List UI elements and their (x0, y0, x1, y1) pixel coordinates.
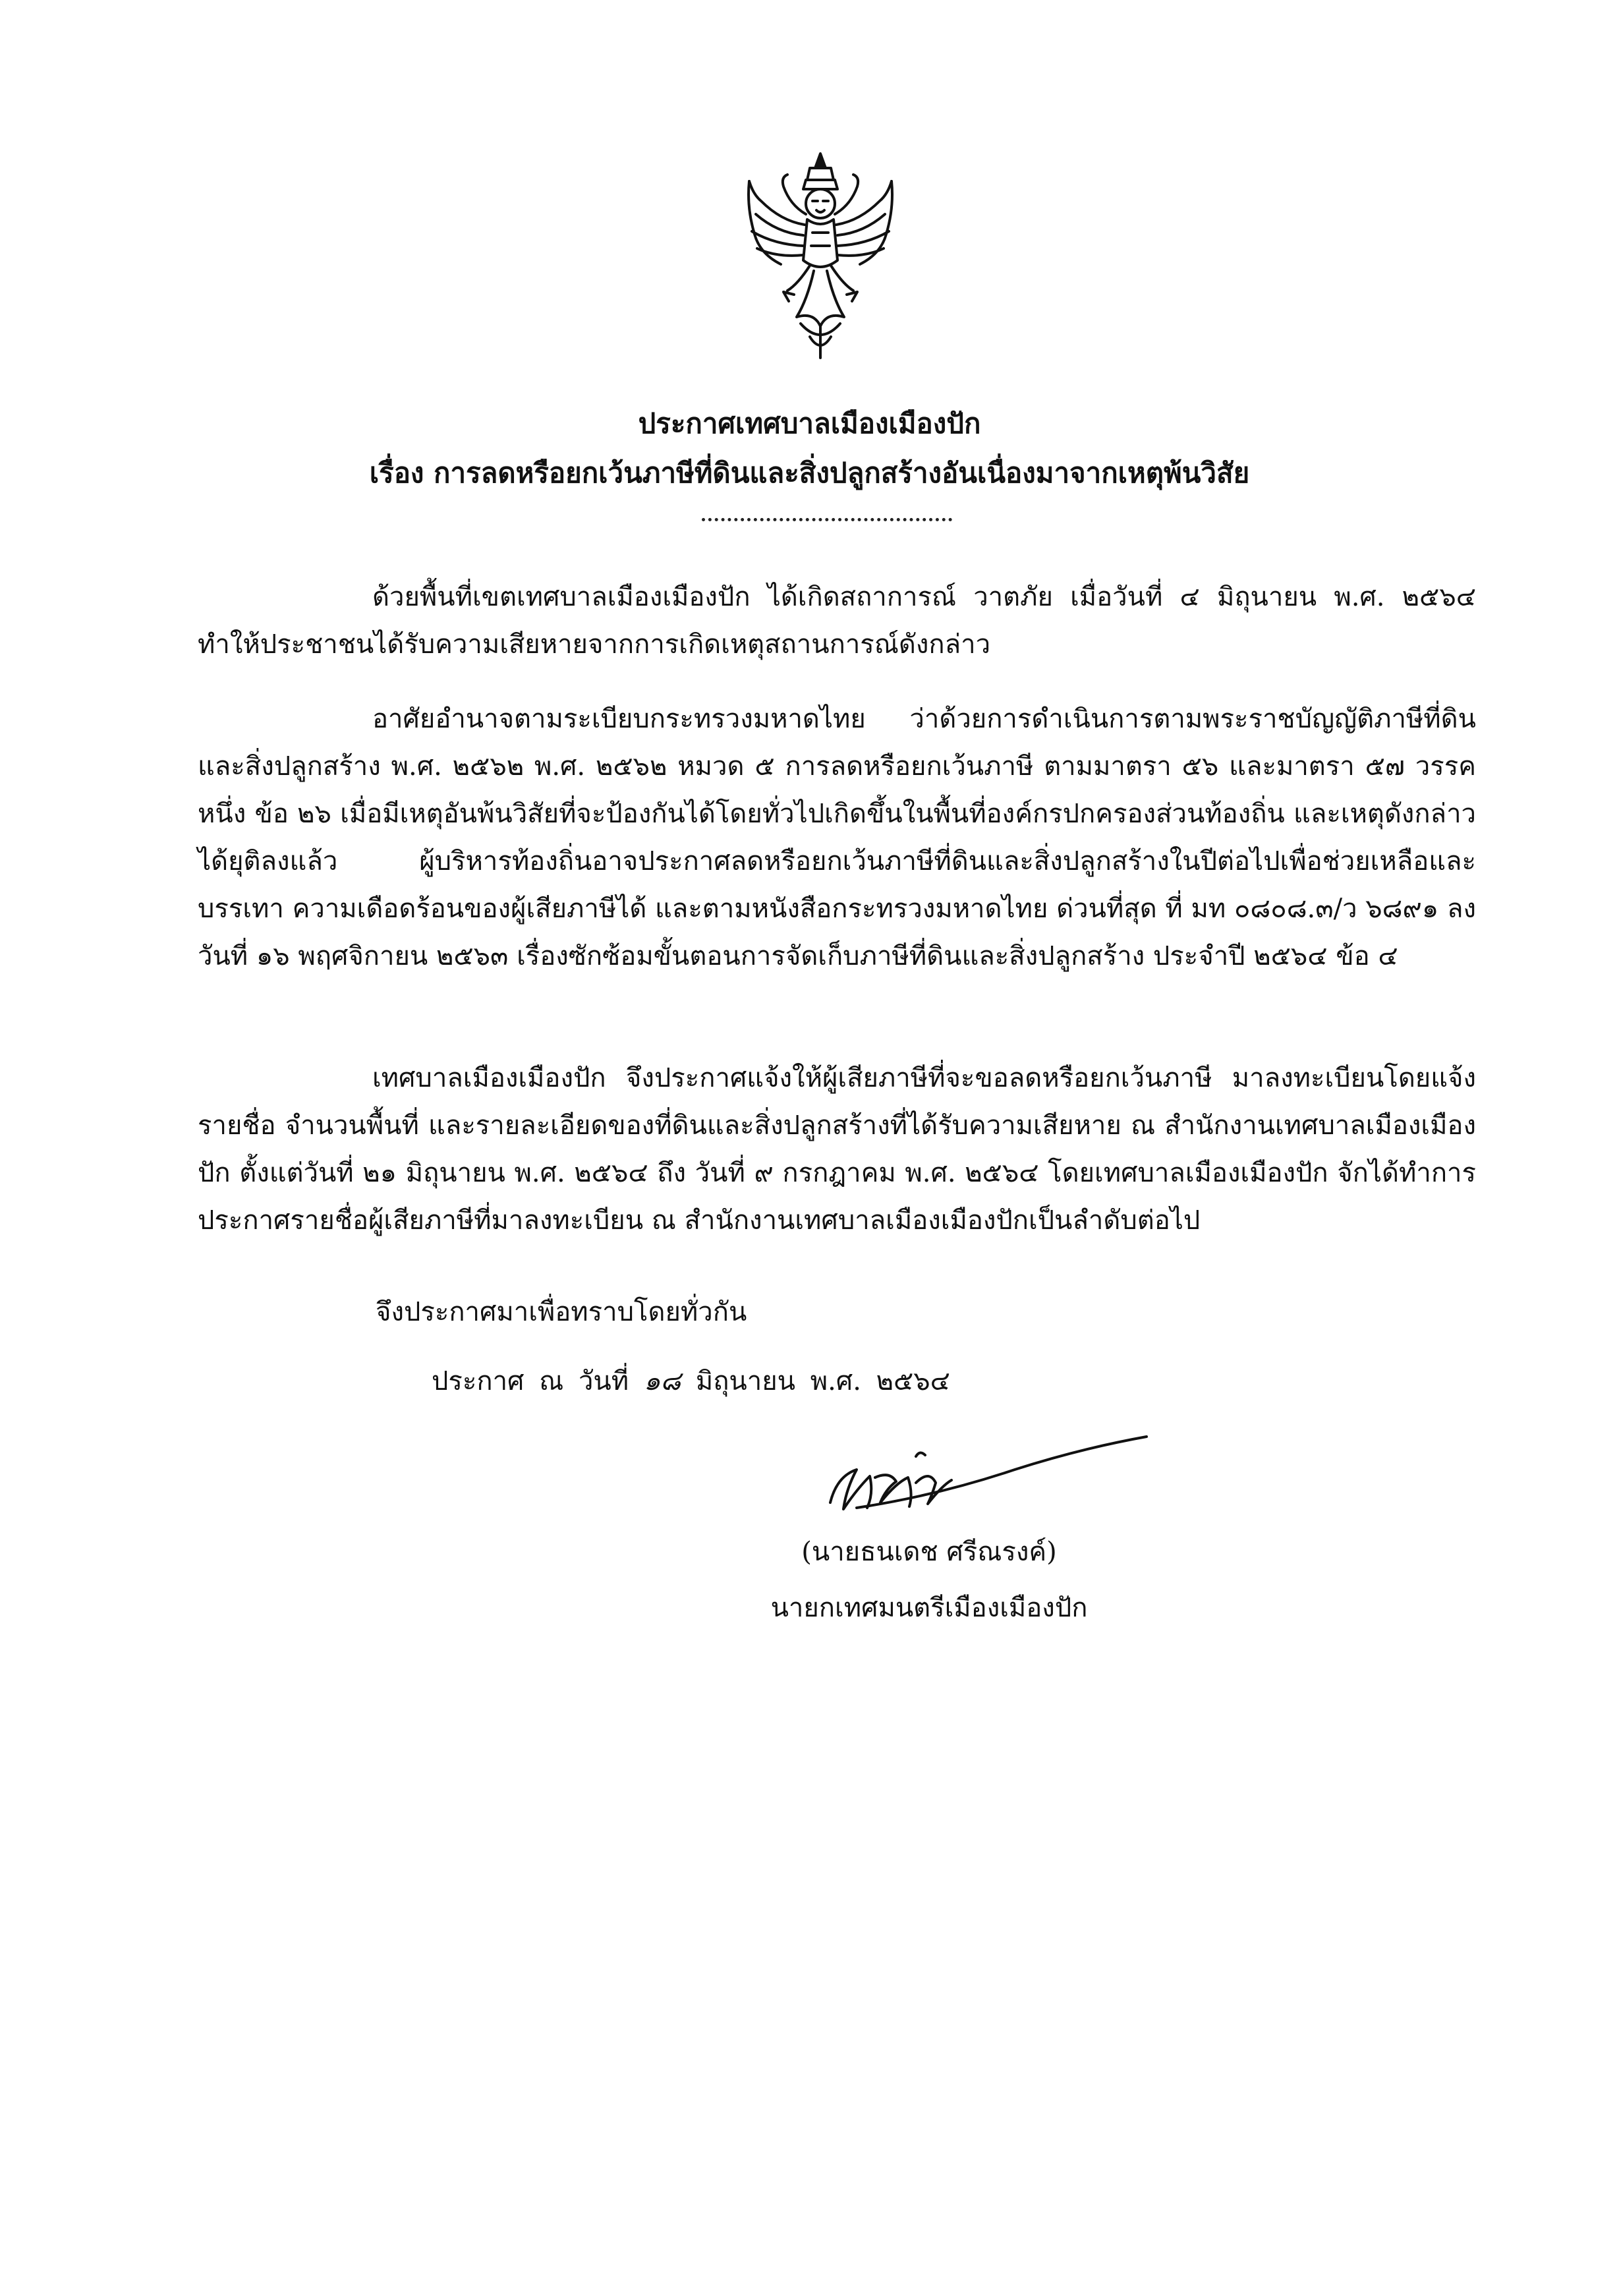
closing-statement: จึงประกาศมาเพื่อทราบโดยทั่วกัน (376, 1297, 747, 1327)
dotted-divider (702, 514, 952, 521)
signer-position: นายกเทศมนตรีเมืองเมืองปัก (770, 1593, 1088, 1623)
body-paragraph-1: ด้วยพื้นที่เขตเทศบาลเมืองเมืองปัก ได้เกิดสถาการณ์ วาตภัย เมื่อวันที่ ๔ มิถุนายน พ.ศ. ๒๕๖๔ ทำให้ประชาชนได้รับความเสียหายจากการเกิดเหตุสถานการณ์ดังกล่าว (198, 582, 1476, 660)
date-day: ๑๘ (643, 1366, 681, 1396)
body-paragraph-3: เทศบาลเมืองเมืองปัก จึงประกาศแจ้งให้ผู้เสียภาษีที่จะขอลดหรือยกเว้นภาษี มาลงทะเบียนโดยแจ้งรายชื่อ จำนวนพื้นที่ และรายละเอียดของที่ดินและสิ่งปลูกสร้างที่ได้รับความเสียหาย ณ สำนักงานเทศบาลเมืองเมืองปัก ตั้งแต่วันที่ ๒๑ มิถุนายน พ.ศ. ๒๕๖๔ ถึง วันที่ ๙ กรกฎาคม พ.ศ. ๒๕๖๔ โดยเทศบาลเมืองเมืองปัก จักได้ทำการประกาศรายชื่อผู้เสียภาษีที่มาลงทะเบียน ณ สำนักงานเทศบาลเมืองเมืองปักเป็นลำดับต่อไป (198, 1063, 1476, 1236)
signer-name: (นายธนเดช ศรีณรงค์) (801, 1537, 1057, 1567)
announcement-date (432, 1358, 950, 1405)
handwritten-signature-icon (817, 1430, 1160, 1529)
date-suffix: มิถุนายน พ.ศ. ๒๕๖๔ (695, 1366, 950, 1396)
date-prefix: ประกาศ ณ วันที่ (432, 1366, 629, 1396)
garuda-emblem-icon (741, 148, 899, 366)
body-paragraph-2: อาศัยอำนาจตามระเบียบกระทรวงมหาดไทย ว่าด้วยการดำเนินการตามพระราชบัญญัติภาษีที่ดินและสิ่งปลูกสร้าง พ.ศ. ๒๕๖๒ พ.ศ. ๒๕๖๒ หมวด ๕ การลดหรือยกเว้นภาษี ตามมาตรา ๕๖ และมาตรา ๕๗ วรรคหนึ่ง ข้อ ๒๖ เมื่อมีเหตุอันพ้นวิสัยที่จะป้องกันได้โดยทั่วไปเกิดขึ้นในพื้นที่องค์กรปกครองส่วนท้องถิ่น และเหตุดังกล่าวได้ยุติลงแล้ว ผู้บริหารท้องถิ่นอาจประกาศลดหรือยกเว้นภาษีที่ดินและสิ่งปลูกสร้างในปีต่อไปเพื่อช่วยเหลือและบรรเทา ความเดือดร้อนของผู้เสียภาษีได้ และตามหนังสือกระทรวงมหาดไทย ด่วนที่สุด ที่ มท ๐๘๐๘.๓/ว ๖๘๙๑ ลงวันที่ ๑๖ พฤศจิกายน ๒๕๖๓ เรื่องซักซ้อมขั้นตอนการจัดเก็บภาษีที่ดินและสิ่งปลูกสร้าง ประจำปี ๒๕๖๔ ข้อ ๔ (198, 704, 1476, 971)
announcement-subject: เรื่อง การลดหรือยกเว้นภาษีที่ดินและสิ่งปลูกสร้างอันเนื่องมาจากเหตุพ้นวิสัย (369, 457, 1250, 489)
announcement-title: ประกาศเทศบาลเมืองเมืองปัก (638, 407, 981, 440)
